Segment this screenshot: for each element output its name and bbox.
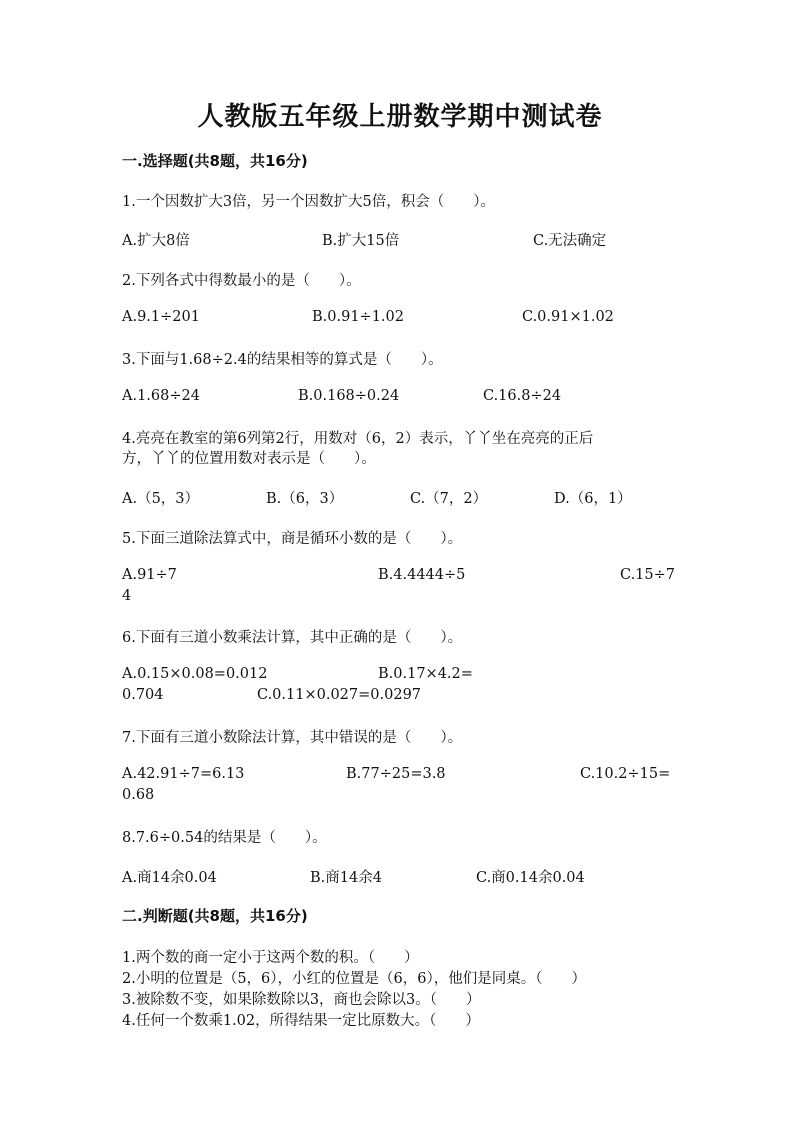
question-2-option-a: A.9.1÷201 [122, 309, 200, 325]
section-heading-judge: 二.判断题(共8题，共16分) [122, 907, 308, 925]
question-3-option-c: C.16.8÷24 [483, 388, 562, 404]
judge-item-2: 2.小明的位置是（5，6），小红的位置是（6，6），他们是同桌。（ ） [122, 971, 586, 987]
question-7-option-b: B.77÷25=3.8 [346, 766, 446, 782]
question-1-text: 1.一个因数扩大3倍，另一个因数扩大5倍，积会（ ）。 [122, 194, 496, 210]
question-1-option-a: A.扩大8倍 [122, 233, 190, 249]
question-6-option-b: B.0.17×4.2= [378, 666, 473, 682]
question-8-option-a: A.商14余0.04 [122, 870, 217, 886]
question-4-text-line1: 4.亮亮在教室的第6列第2行，用数对（6，2）表示，丫丫坐在亮亮的正后 [122, 431, 594, 447]
judge-item-3: 3.被除数不变，如果除数除以3，商也会除以3。（ ） [122, 992, 481, 1008]
question-5-option-wrap: 4 [122, 588, 132, 604]
question-4-option-b: B.（6，3） [266, 491, 344, 507]
question-7-option-a: A.42.91÷7=6.13 [122, 766, 245, 782]
question-5-option-c: C.15÷7 [620, 567, 676, 583]
question-7-text: 7.下面有三道小数除法计算，其中错误的是（ ）。 [122, 730, 463, 746]
judge-item-4: 4.任何一个数乘1.02，所得结果一定比原数大。（ ） [122, 1013, 480, 1029]
section-heading-choice: 一.选择题(共8题，共16分) [122, 152, 308, 170]
question-2-text: 2.下列各式中得数最小的是（ ）。 [122, 273, 361, 289]
question-3-option-a: A.1.68÷24 [122, 388, 200, 404]
question-7-option-wrap: 0.68 [122, 787, 155, 803]
question-6-text: 6.下面有三道小数乘法计算，其中正确的是（ ）。 [122, 630, 463, 646]
question-2-option-b: B.0.91÷1.02 [312, 309, 404, 325]
question-1-option-c: C.无法确定 [533, 233, 607, 249]
question-5-option-b: B.4.4444÷5 [378, 567, 466, 583]
question-4-option-c: C.（7，2） [410, 491, 488, 507]
question-2-option-c: C.0.91×1.02 [522, 309, 614, 325]
question-7-option-c: C.10.2÷15= [580, 766, 671, 782]
question-3-option-b: B.0.168÷0.24 [298, 388, 400, 404]
question-4-text-line2: 方，丫丫的位置用数对表示是（ ）。 [122, 451, 376, 467]
judge-item-1: 1.两个数的商一定小于这两个数的积。（ ） [122, 950, 419, 966]
question-6-option-a: A.0.15×0.08=0.012 [122, 666, 268, 682]
question-8-text: 8.7.6÷0.54的结果是（ ）。 [122, 830, 327, 846]
question-6-option-c: C.0.11×0.027=0.0297 [257, 687, 422, 703]
question-4-option-d: D.（6，1） [554, 491, 632, 507]
question-5-option-a: A.91÷7 [122, 567, 177, 583]
question-6-option-wrap: 0.704 [122, 687, 164, 703]
question-8-option-b: B.商14余4 [310, 870, 382, 886]
page-title: 人教版五年级上册数学期中测试卷 [197, 102, 603, 132]
question-3-text: 3.下面与1.68÷2.4的结果相等的算式是（ ）。 [122, 352, 443, 368]
question-1-option-b: B.扩大15倍 [322, 233, 400, 249]
question-5-text: 5.下面三道除法算式中，商是循环小数的是（ ）。 [122, 531, 463, 547]
question-8-option-c: C.商0.14余0.04 [476, 870, 585, 886]
question-4-option-a: A.（5，3） [122, 491, 200, 507]
